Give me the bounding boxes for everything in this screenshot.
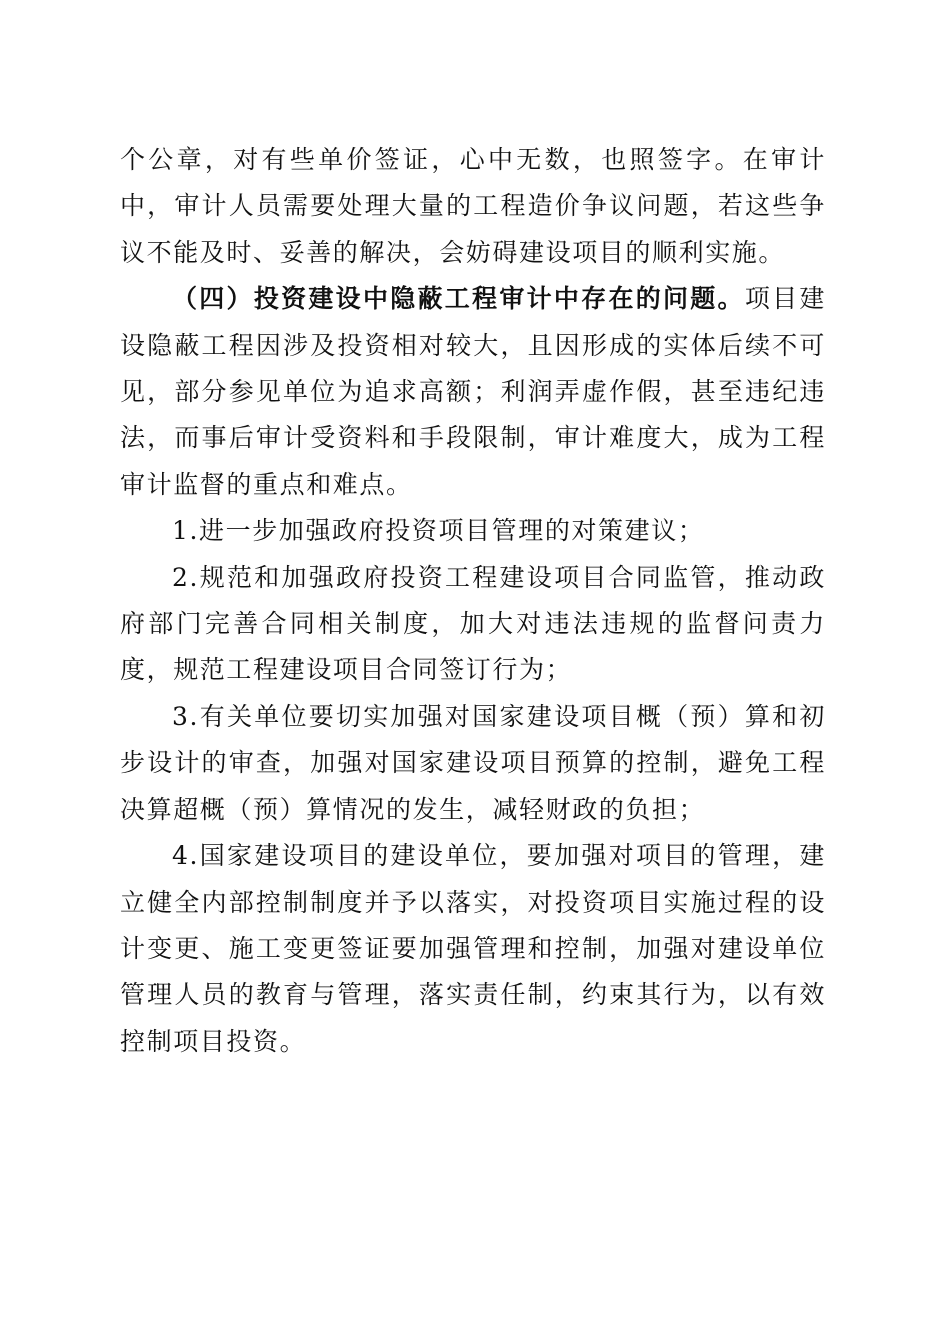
section-heading: （四）投资建设中隐蔽工程审计中存在的问题。 xyxy=(172,284,745,314)
list-item-3 xyxy=(120,694,826,833)
list-item-text: 3.有关单位要切实加强对国家建设项目概（预）算和初步设计的审查，加强对国家建设项目预算的控制，避免工程决算超概（预）算情况的发生，减轻财政的负担； xyxy=(120,701,826,824)
document-body xyxy=(120,137,826,1065)
list-item-text: 2.规范和加强政府投资工程建设项目合同监管，推动政府部门完善合同相关制度，加大对违法违规的监督问责力度，规范工程建设项目合同签订行为； xyxy=(120,562,826,685)
list-item-text: 1.进一步加强政府投资项目管理的对策建议； xyxy=(172,516,705,546)
paragraph-text: 项目建设隐蔽工程因涉及投资相对较大，且因形成的实体后续不可见，部分参见单位为追求高额；利润弄虚作假，甚至违纪违法，而事后审计受资料和手段限制，审计难度大，成为工程审计监督的重点和难点。 xyxy=(120,284,826,499)
paragraph-text: 个公章，对有些单价签证，心中无数，也照签字。在审计中，审计人员需要处理大量的工程造价争议问题，若这些争议不能及时、妥善的解决，会妨碍建设项目的顺利实施。 xyxy=(120,145,826,267)
paragraph-section-four xyxy=(120,276,826,508)
paragraph-continuation xyxy=(120,137,826,276)
list-item-1 xyxy=(120,508,826,554)
list-item-text: 4.国家建设项目的建设单位，要加强对项目的管理，建立健全内部控制制度并予以落实，对投资项目实施过程的设计变更、施工变更签证要加强管理和控制，加强对建设单位管理人员的教育与管理，落实责任制，约束其行为，以有效控制项目投资。 xyxy=(120,841,826,1056)
list-item-2 xyxy=(120,555,826,694)
list-item-4 xyxy=(120,833,826,1065)
